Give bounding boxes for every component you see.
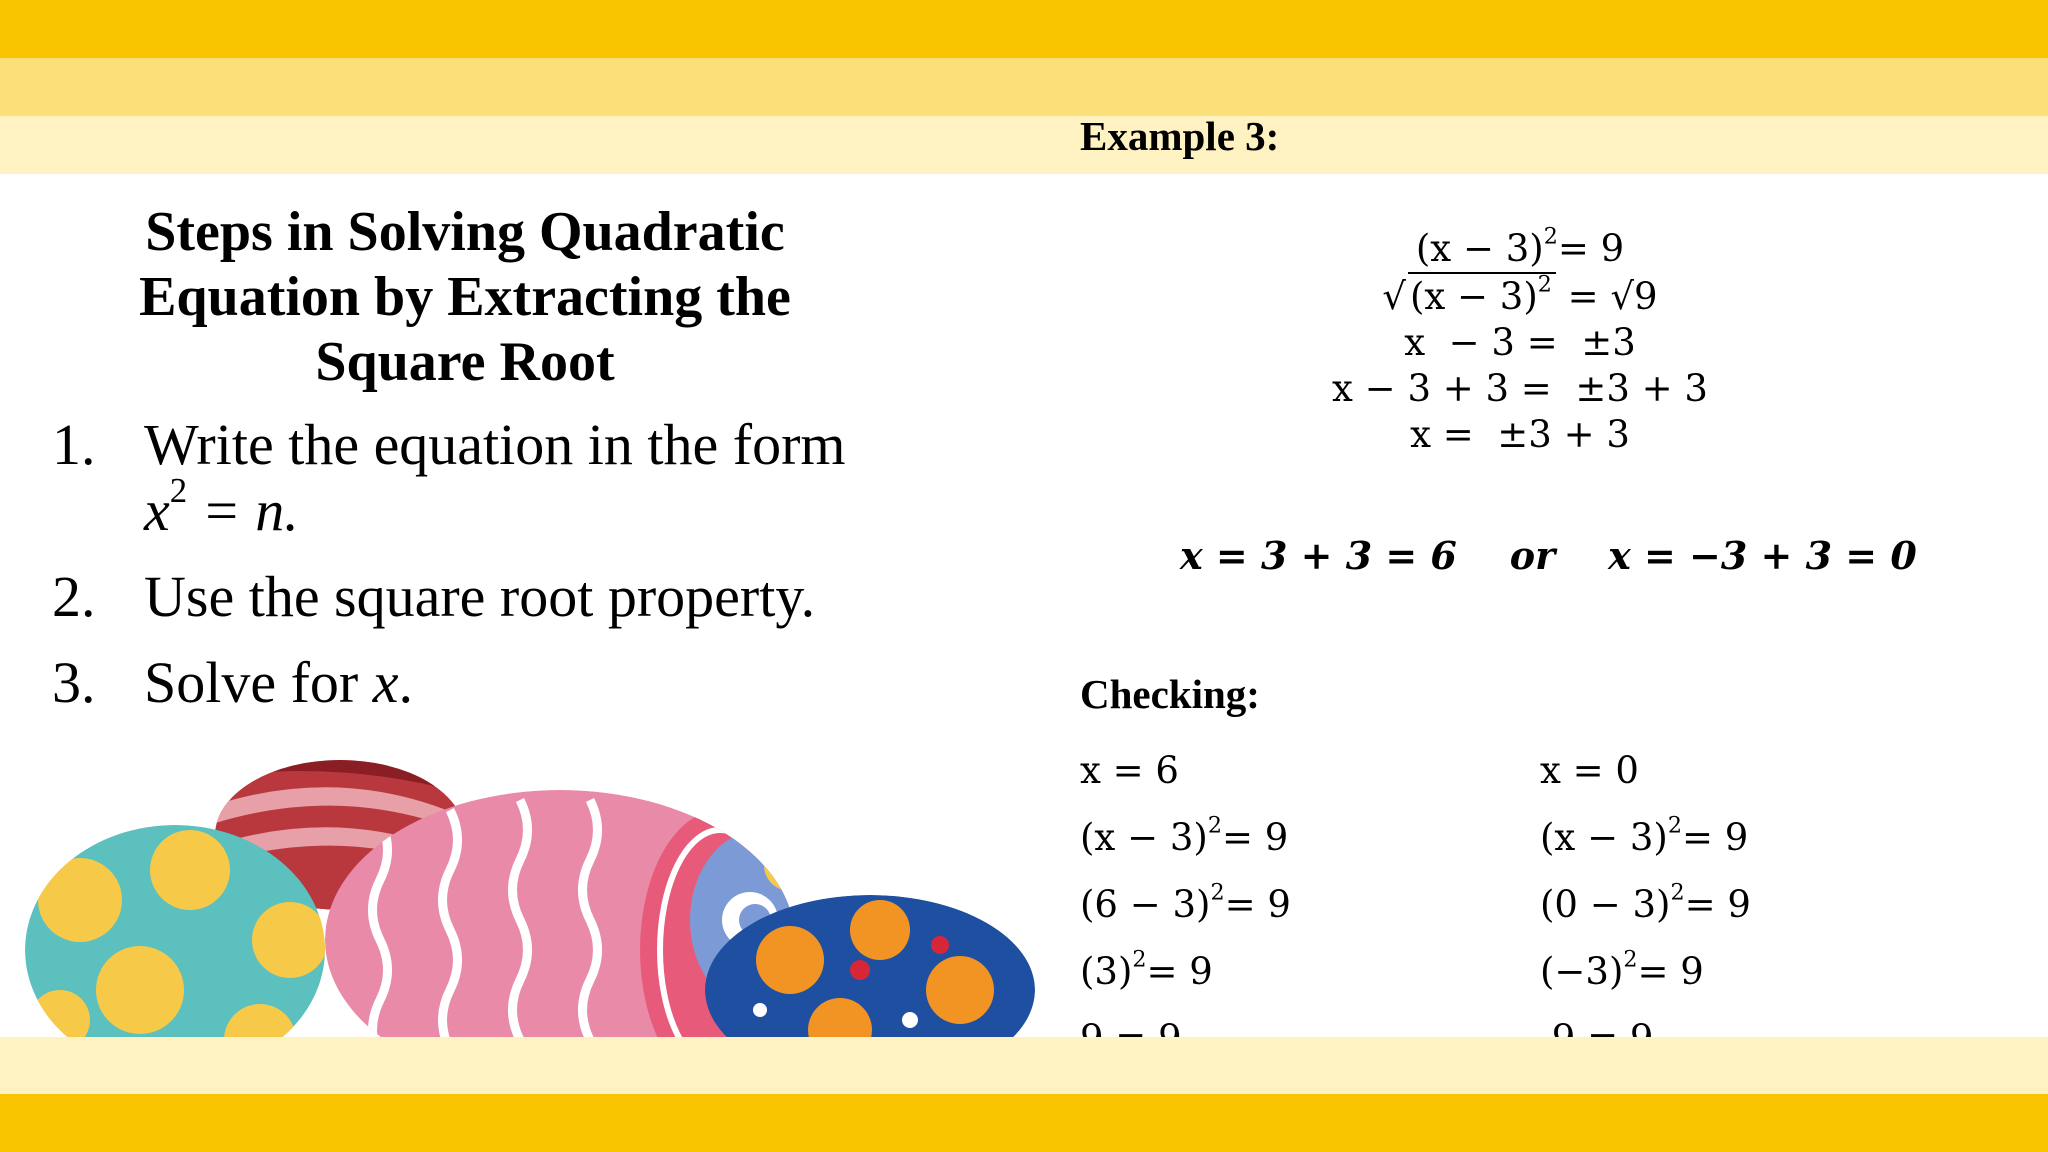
easter-eggs-illustration <box>0 740 1060 1040</box>
step-3-text: Solve for x. <box>144 650 413 715</box>
slide-title: Steps in Solving Quadratic Equation by Extracting the Square Root <box>139 201 791 393</box>
top-band-mid <box>0 58 2048 116</box>
derivation-line: x − 3 + 3 = ±3 + 3 <box>1332 367 1708 410</box>
step-2-number: 2. <box>52 564 96 629</box>
bottom-band-light <box>0 1037 2048 1094</box>
step-1-text: Write the equation in the form <box>144 412 846 477</box>
top-band-dark <box>0 0 2048 58</box>
derivation-line: x − 3 = ±3 <box>1404 321 1636 364</box>
step-3 <box>52 650 902 716</box>
step-2-text: Use the square root property. <box>144 564 816 629</box>
derivation-line: x = ±3 + 3 <box>1410 413 1630 456</box>
derivation-line: $(x - 3)^2= 9$ <box>1415 223 1625 270</box>
check-column-x0 <box>1540 737 1751 1072</box>
check-line: $(-3)^2= 9$ <box>1540 946 1704 993</box>
top-band-light <box>0 116 2048 174</box>
solution-line: x = 3 + 3 = 6 or x = −3 + 3 = 0 <box>1180 533 1917 578</box>
bottom-band-dark <box>0 1094 2048 1152</box>
example-label: Example 3: <box>1080 113 1280 159</box>
step-1-number: 1. <box>52 412 96 477</box>
checking-label: Checking: <box>1080 671 1260 717</box>
step-1-formula: $x^2 = n$. <box>144 471 299 543</box>
check-column-x6 <box>1080 737 1291 1072</box>
step-3-number: 3. <box>52 650 96 715</box>
check-line: $(x - 3)^2= 9$ <box>1540 812 1749 859</box>
step-2 <box>52 564 902 630</box>
check-line: x = 0 <box>1540 749 1639 792</box>
check-line: $(3)^2= 9$ <box>1080 946 1213 993</box>
steps-list <box>52 412 902 736</box>
step-1 <box>52 412 902 544</box>
check-line: $(6 - 3)^2= 9$ <box>1080 879 1291 926</box>
example-derivation <box>1230 223 1810 458</box>
check-line: $(x - 3)^2= 9$ <box>1080 812 1289 859</box>
derivation-line: √ $(x - 3)^2 = √9$ <box>1382 271 1658 318</box>
check-line: $(0 - 3)^2= 9$ <box>1540 879 1751 926</box>
check-line: x = 6 <box>1080 749 1179 792</box>
